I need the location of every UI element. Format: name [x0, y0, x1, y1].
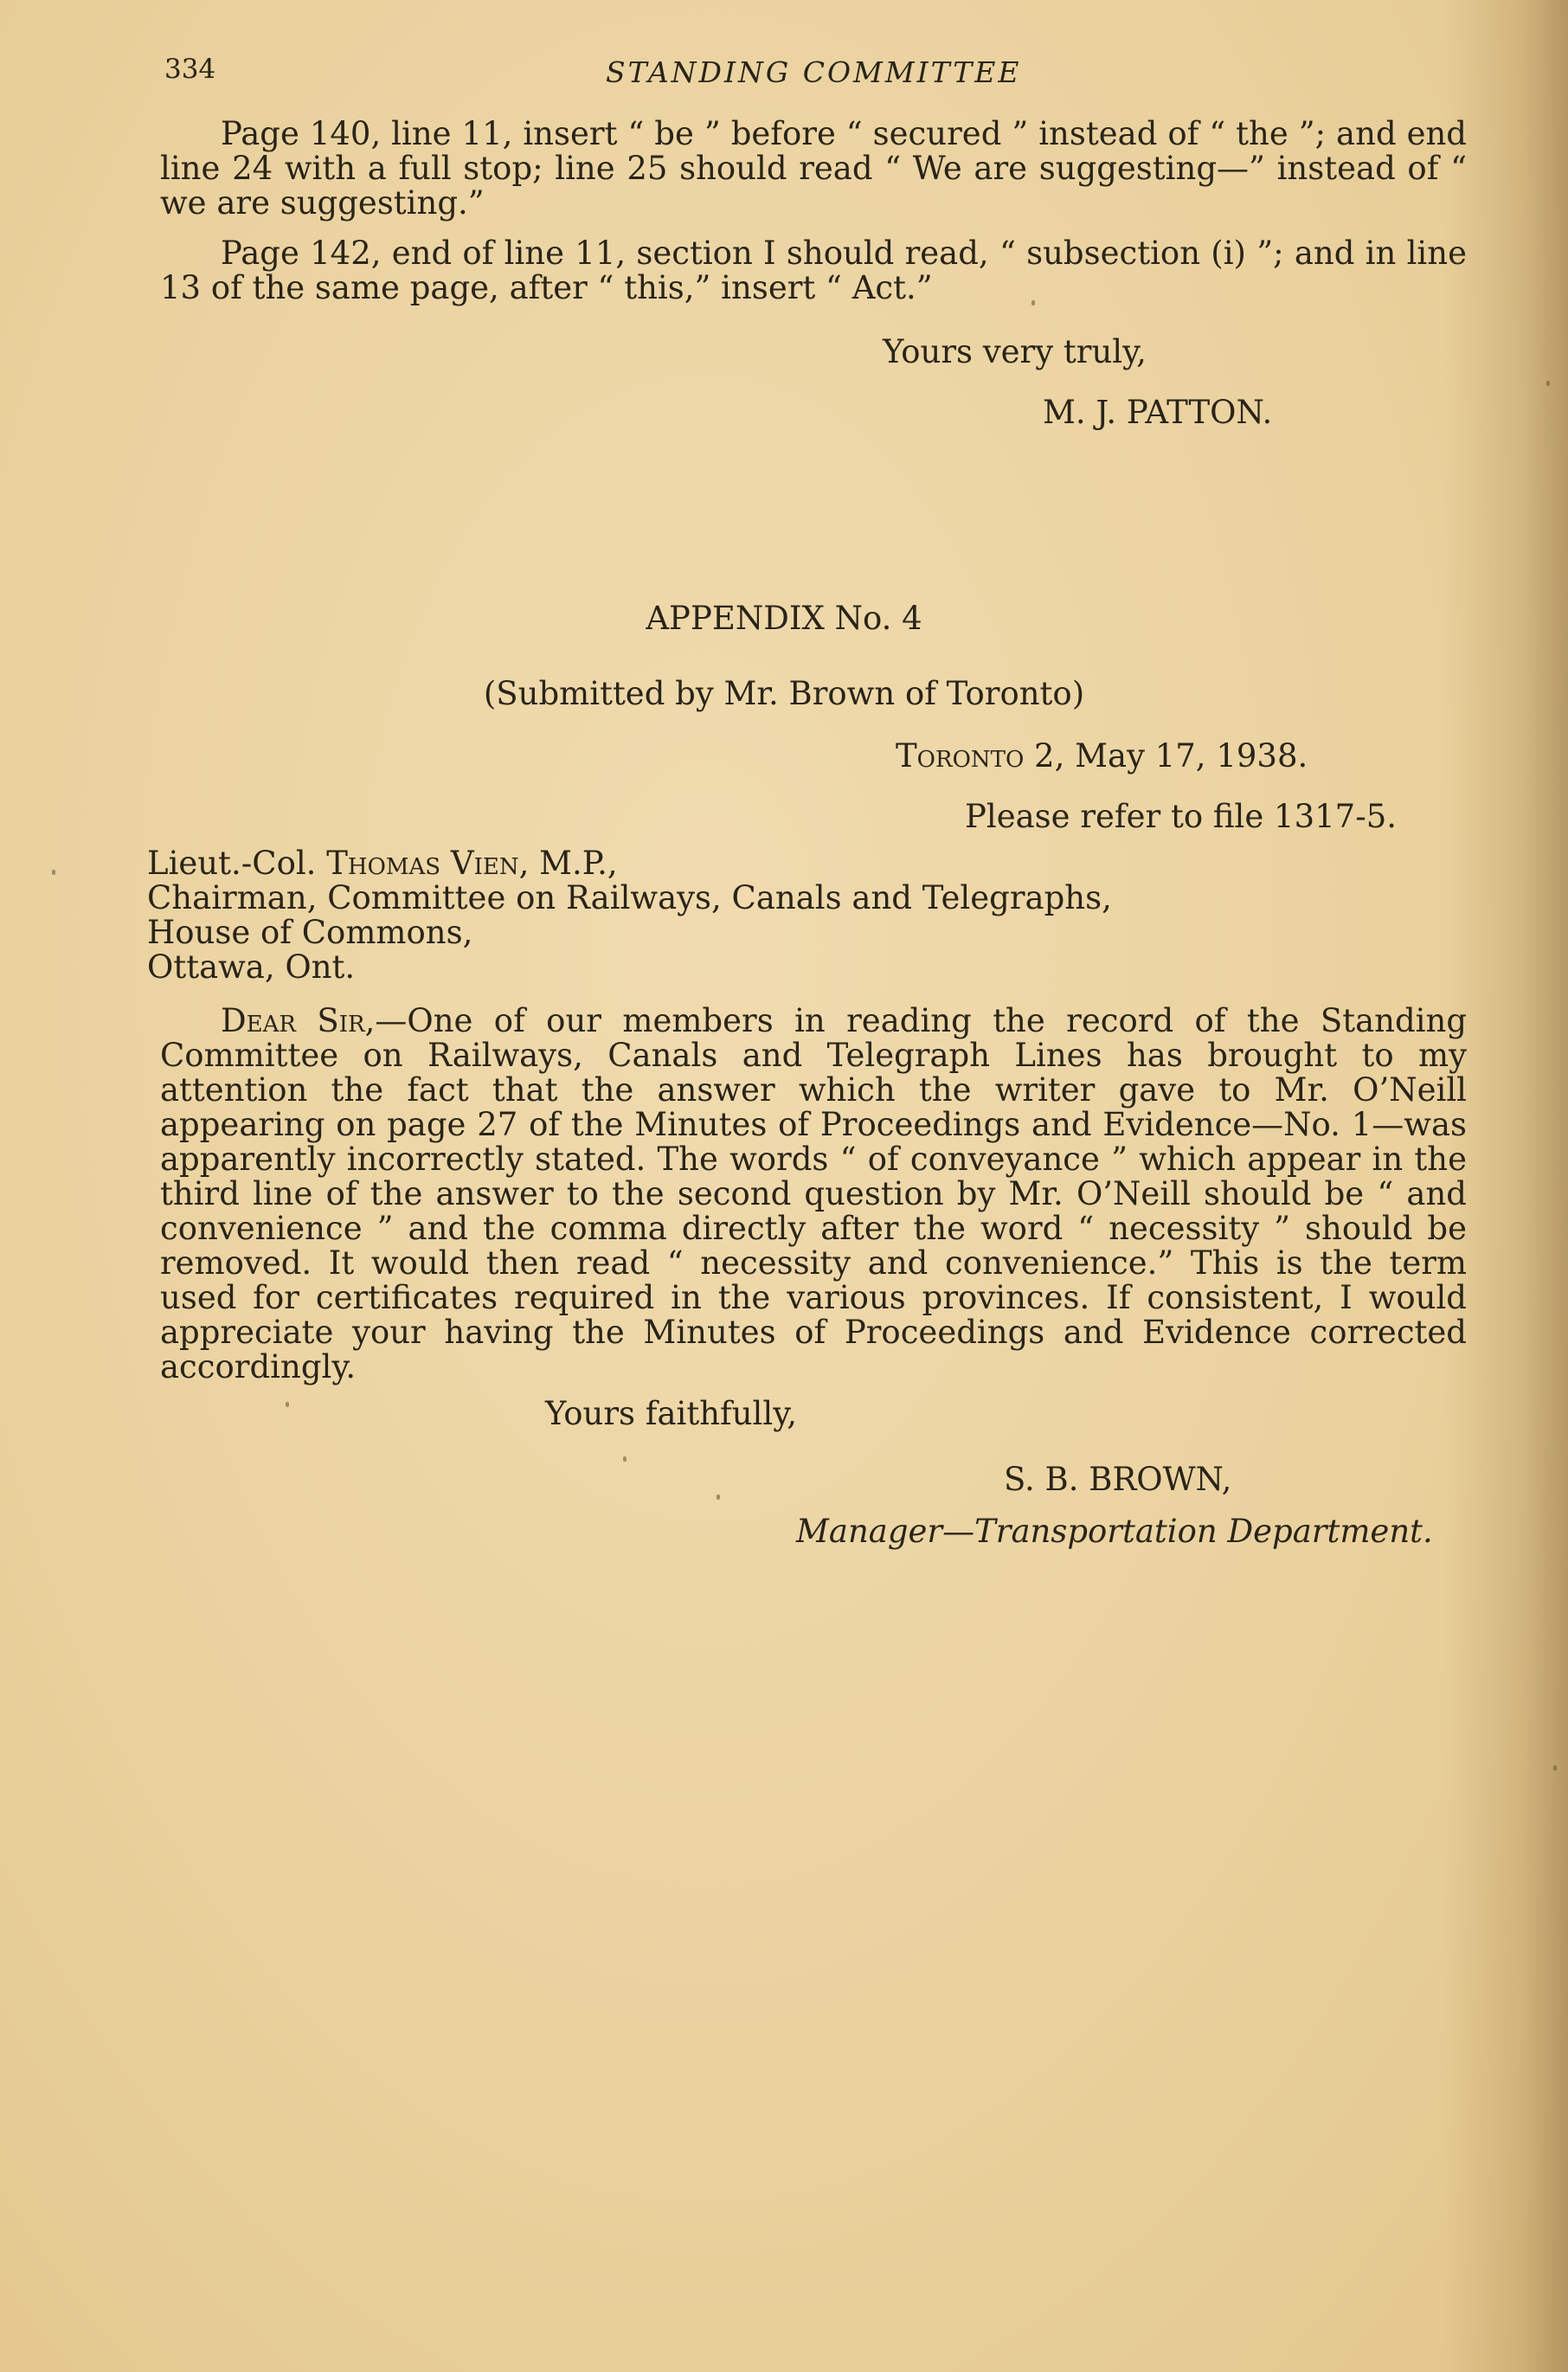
paper-speck — [623, 1456, 627, 1462]
addressee-line-1 — [147, 846, 1272, 881]
appendix-title: APPENDIX No. 4 — [646, 600, 922, 637]
letter-body — [160, 1004, 1467, 1393]
addressee-line-2: Chairman, Committee on Railways, Canals and Telegraphs, — [147, 879, 1112, 916]
addressee-prefix: Lieut.-Col. — [147, 845, 327, 882]
corrections-section — [160, 117, 1467, 314]
salutation: Dear Sir — [221, 1002, 365, 1039]
date-city: Toronto — [896, 737, 1025, 775]
file-reference: Please refer to file 1317-5. — [965, 798, 1397, 835]
addressee-line-4: Ottawa, Ont. — [147, 948, 356, 986]
paper-speck — [286, 1402, 289, 1407]
page-number: 334 — [164, 54, 216, 85]
signature-title: Manager—Transportation Department. — [796, 1513, 1433, 1550]
signature-patton: M. J. PATTON. — [1043, 394, 1273, 431]
paper-speck — [717, 1495, 720, 1500]
addressee-suffix: , M.P., — [518, 845, 618, 882]
closing-brown: Yours faithfully, — [545, 1395, 797, 1432]
correction-paragraph-1: Page 140, line 11, insert “ be ” before “ secured ” instead of “ the ”; and end line 24 with a full stop; line 25 should read “ We are suggesting—” instead of “ we are suggesting.” — [160, 115, 1467, 222]
correction-paragraph-2: Page 142, end of line 11, section I should read, “ subsection (i) ”; and in line 13 of the same page, after “ this,” insert “ Act.” — [160, 235, 1467, 306]
paper-speck — [1031, 300, 1035, 305]
signature-brown: S. B. BROWN, — [1004, 1461, 1232, 1498]
running-head: STANDING COMMITTEE — [606, 55, 1022, 89]
letter-body-text: ,—One of our members in reading the record of the Standing Committee on Railways, Canals and Telegraph Lines has brought to my attention the fact that the answer which the writer gave to Mr. O’Neill appearing on page 27 of the Minutes of Proceedings and Evidence—No. 1—was apparently incorrectly stated. The words “ of conveyance ” which appear in the third line of the answer to the second question by Mr. O’Neill should be “ and convenience ” and the comma directly after the word “ necessity ” should be removed. It would then read “ necessity and convenience.” This is the term used for certificates required in the various provinces. If consistent, I would appreciate your having the Minutes of Proceedings and Evidence corrected accordingly. — [160, 1002, 1468, 1385]
page-header — [164, 54, 1497, 97]
paper-speck — [52, 870, 55, 875]
addressee-name: Thomas Vien — [326, 845, 519, 882]
addressee-block — [147, 846, 1272, 985]
paper-speck — [1546, 381, 1550, 386]
letter-date — [896, 737, 1308, 775]
letter-paragraph — [160, 1004, 1467, 1385]
date-rest: 2, May 17, 1938. — [1024, 737, 1308, 775]
paper-speck — [1553, 1765, 1557, 1771]
closing-patton: Yours very truly, — [883, 333, 1147, 370]
addressee-line-3: House of Commons, — [147, 914, 473, 951]
appendix-subtitle: (Submitted by Mr. Brown of Toronto) — [483, 675, 1085, 712]
